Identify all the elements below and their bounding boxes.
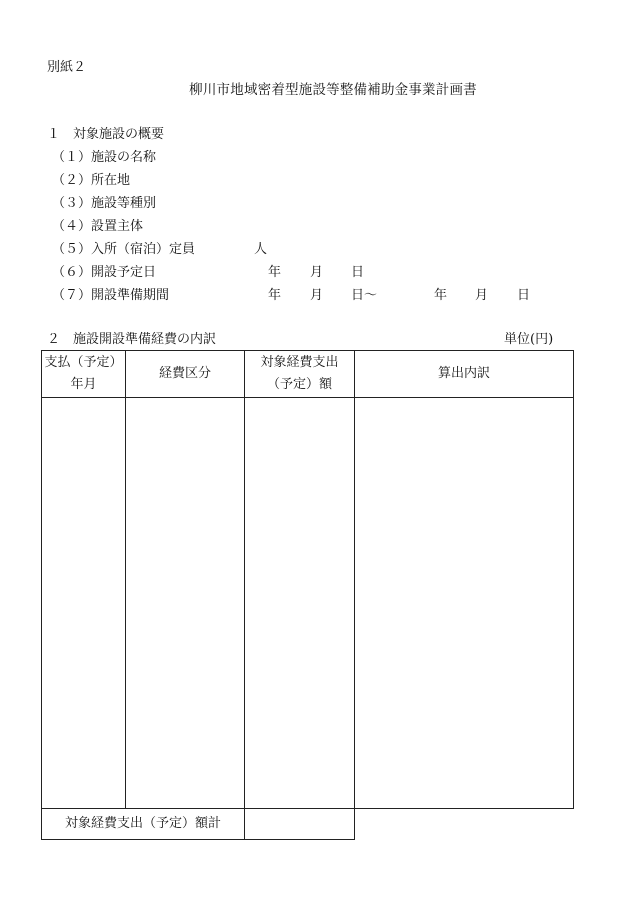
cell-calculation-breakdown <box>355 398 574 809</box>
item-operator: （４）設置主体 <box>52 219 144 234</box>
prep-start-year: 年 <box>268 288 282 303</box>
expense-table <box>41 350 574 840</box>
header-payment-month <box>42 351 126 398</box>
item-prep-period: （７）開設準備期間 <box>52 288 170 303</box>
table-body-row <box>42 398 574 809</box>
cell-payment-month <box>42 398 126 809</box>
header-calculation-breakdown: 算出内訳 <box>355 351 574 398</box>
opening-year: 年 <box>268 265 282 280</box>
header-amount-line1: 対象経費支出 <box>260 355 339 370</box>
prep-start-month: 月 <box>310 288 324 303</box>
item-capacity: （５）入所（宿泊）定員 <box>52 242 196 257</box>
total-empty-area <box>355 809 574 840</box>
prep-end-day: 日 <box>517 288 531 303</box>
prep-end-year: 年 <box>434 288 448 303</box>
item-facility-type: （３）施設等種別 <box>52 196 157 211</box>
total-label: 対象経費支出（予定）額計 <box>42 809 245 840</box>
opening-day: 日 <box>351 265 365 280</box>
document-title: 柳川市地域密着型施設等整備補助金事業計画書 <box>189 82 477 98</box>
unit-label: 単位(円) <box>504 332 554 347</box>
opening-month: 月 <box>310 265 324 280</box>
cell-expense-category <box>126 398 245 809</box>
cell-expense-amount <box>245 398 355 809</box>
header-payment-line1: 支払（予定） <box>44 355 123 370</box>
item-location: （２）所在地 <box>52 173 131 188</box>
table-total-row <box>42 809 574 840</box>
annex-label: 別紙２ <box>47 60 87 75</box>
item-opening-date: （６）開設予定日 <box>52 265 157 280</box>
header-payment-line2: 年月 <box>70 377 97 392</box>
section1-heading: １ 対象施設の概要 <box>47 127 165 142</box>
section2-heading: ２ 施設開設準備経費の内訳 <box>47 332 217 347</box>
total-amount-cell <box>245 809 355 840</box>
prep-start-day: 日～ <box>351 288 378 303</box>
header-expense-amount <box>245 351 355 398</box>
prep-end-month: 月 <box>475 288 489 303</box>
header-amount-line2: （予定）額 <box>266 377 332 392</box>
item-facility-name: （１）施設の名称 <box>52 150 157 165</box>
header-expense-category: 経費区分 <box>126 351 245 398</box>
capacity-unit: 人 <box>254 242 268 257</box>
table-header-row <box>42 351 574 398</box>
